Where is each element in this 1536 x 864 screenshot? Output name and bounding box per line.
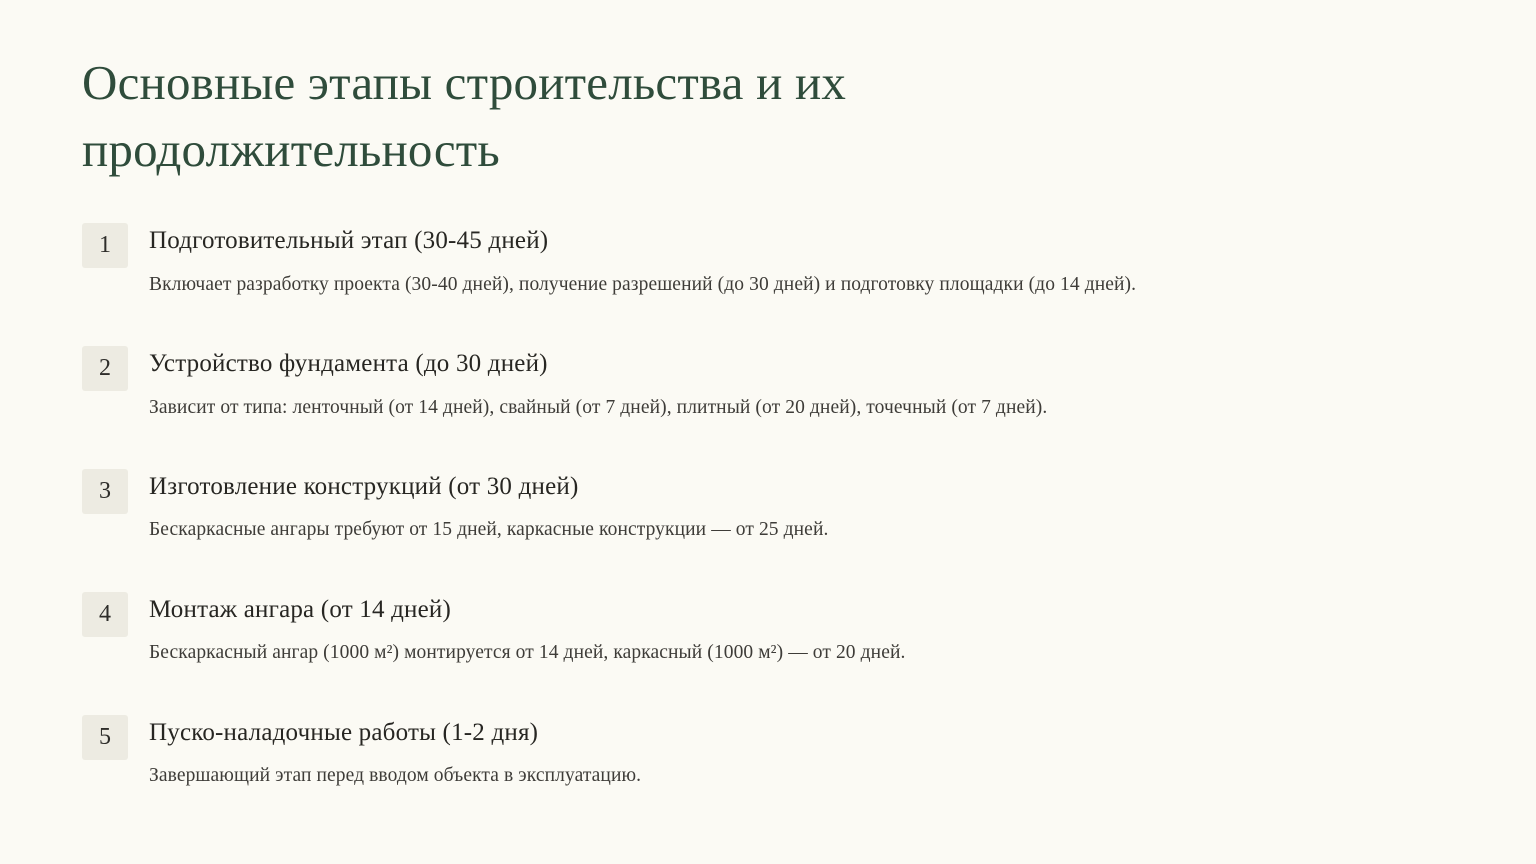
stage-content — [149, 225, 1456, 298]
stage-heading: Пуско-наладочные работы (1-2 дня) — [149, 718, 539, 746]
stage-number-badge: 2 — [82, 346, 128, 391]
stage-content — [149, 348, 1456, 421]
stage-item-4 — [82, 594, 1456, 667]
stage-content — [149, 717, 1456, 790]
stage-description: Бескаркасный ангар (1000 м²) монтируется от 14 дней, каркасный (1000 м²) — от 20 дней. — [149, 642, 906, 664]
stage-number-badge: 4 — [82, 592, 128, 637]
stage-heading: Монтаж ангара (от 14 дней) — [149, 595, 452, 623]
stage-description: Включает разработку проекта (30-40 дней), получение разрешений (до 30 дней) и подготовку площадки (до 14 дней). — [149, 273, 1137, 295]
stage-description: Завершающий этап перед вводом объекта в эксплуатацию. — [149, 765, 642, 786]
stage-number-badge: 3 — [82, 469, 128, 514]
stage-heading: Устройство фундамента (до 30 дней) — [149, 350, 548, 378]
stage-item-5 — [82, 717, 1456, 790]
stage-number-badge: 1 — [82, 223, 128, 268]
stage-number-badge: 5 — [82, 715, 128, 760]
stage-content — [149, 594, 1456, 667]
page-title: Основные этапы строительства и их продолжительность — [82, 55, 847, 177]
stage-item-1 — [82, 225, 1456, 298]
stages-list — [82, 225, 1456, 789]
stage-content — [149, 471, 1456, 544]
stage-heading: Изготовление конструкций (от 30 дней) — [149, 472, 579, 500]
stage-item-2 — [82, 348, 1456, 421]
stage-description: Бескаркасные ангары требуют от 15 дней, каркасные конструкции — от 25 дней. — [149, 519, 829, 541]
stage-item-3 — [82, 471, 1456, 544]
stage-description: Зависит от типа: ленточный (от 14 дней), свайный (от 7 дней), плитный (от 20 дней), точечный (от 7 дней). — [149, 396, 1048, 418]
stage-heading: Подготовительный этап (30-45 дней) — [149, 227, 549, 255]
